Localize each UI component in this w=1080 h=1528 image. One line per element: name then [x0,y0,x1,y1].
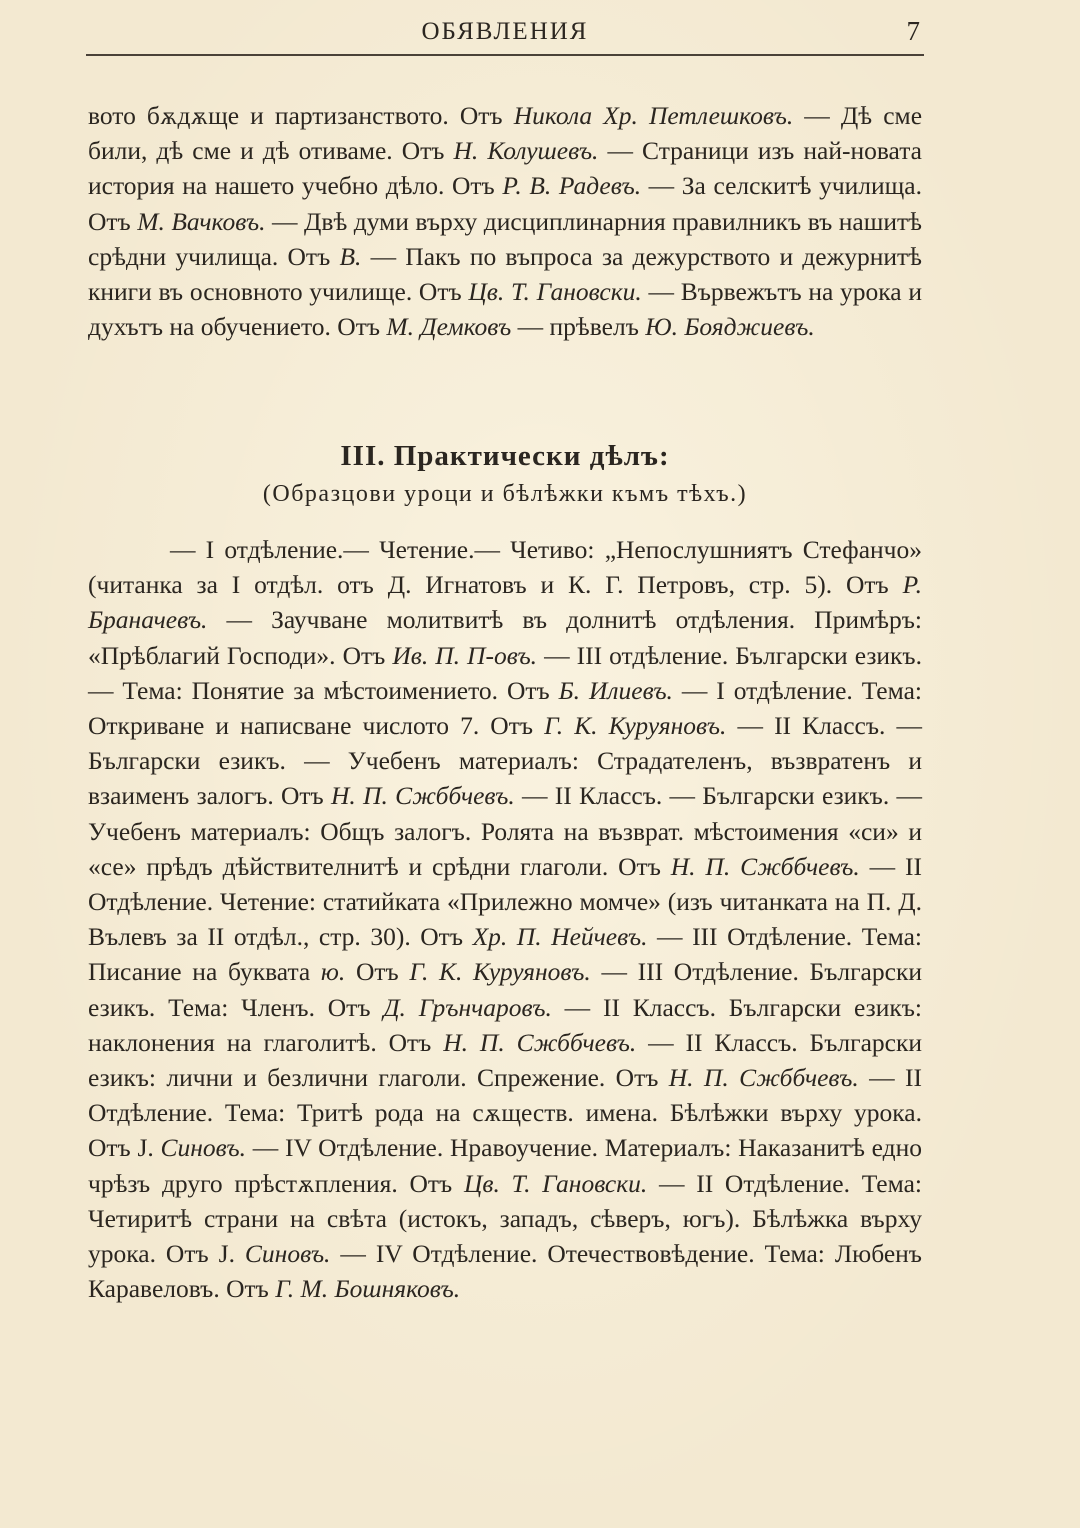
main-text-run: — I отдѣление. Тема: Откриване и написване числото 7. Отъ [88,675,922,741]
intro-author-name: М. Демковъ [386,312,512,342]
main-author-name: ю. [320,957,346,987]
intro-text-run: — Дѣ сме били, дѣ сме и дѣ отиваме. Отъ [88,101,923,166]
main-text-run: — II Классъ. Български езикъ: лични и безлични глаголи. Спрежение. Отъ [88,1027,922,1093]
main-author-name: Г. К. Куруяновъ. [409,957,591,987]
main-text-run: — II Отдѣление. Тема: Четиритѣ страни на свѣта (истокъ, западъ, сѣверъ, югъ). Бѣлѣжка върху урока. Отъ Ј. [88,1168,922,1269]
main-author-name: Н. П. Сжббчевъ. [330,781,515,811]
intro-author-name: В. [339,241,362,271]
main-text-run: — III Отдѣление. Български езикъ. Тема: Членъ. Отъ [88,957,922,1022]
main-text-run: — II Классъ. — Български езикъ. — Учебенъ материалъ: Страдателенъ, възвратенъ и взаименъ залогъ. Отъ [88,711,922,811]
intro-author-name: Р. В. Радевъ. [502,171,642,201]
page-number: 7 [906,16,920,46]
main-author-name: Синовъ. [160,1133,247,1163]
section-subheading: (Образцови уроци и бѣлѣжки къмъ тѣхъ.) [262,481,748,507]
main-author-name: Цв. Т. Гановски. [463,1168,648,1198]
running-title: ОБЯВЛЕНИЯ [421,18,589,45]
intro-author-name: М. Вачковъ. [137,206,266,236]
main-text-run: — Заучване молитвитѣ въ долнитѣ отдѣления. Примѣръ: «Прѣблагий Господи». Отъ [88,605,922,670]
main-text-run: — II Отдѣление. Тема: Тритѣ рода на сѫществ. имена. Бѣлѣжки върху урока. Отъ Ј. [88,1063,922,1163]
main-text-run: — II Классъ. — Български езикъ. — Учебенъ материалъ: Общъ залогъ. Ролята на възврат. мѣстоимения «си» и «се» прѣдъ дѣйствителнитѣ и срѣдни глаголи. Отъ [88,781,922,881]
main-author-name: Хр. П. Нейчевъ. [472,922,648,952]
main-author-name: Н. П. Сжббчевъ. [443,1027,637,1057]
intro-text-run: — Пакъ по въпроса за дежурството и дежурнитѣ книги въ основното училище. Отъ [88,241,922,307]
main-author-name: Д. Грънчаровъ. [383,992,552,1022]
intro-author-name: Цв. Т. Гановски. [468,277,642,307]
intro-text-run: вото бѫдѫще и партизанството. Отъ [88,101,514,130]
main-author-name: Р. Браначевъ. [88,570,922,635]
main-author-name: Г. К. Куруяновъ. [544,711,727,741]
main-text-run: — III Отдѣление. Тема: Писание на буквата [88,922,922,987]
main-author-name: Г. М. Бошняковъ. [275,1274,461,1304]
intro-author-name: Н. Колушевъ. [453,136,599,166]
main-text-run: — IV Отдѣление. Отечествовѣдение. Тема: Любенъ Каравеловъ. Отъ [88,1239,922,1304]
main-text-run: — I отдѣление.— Четение.— Четиво: „Непослушниятъ Стефанчо» (читанка за I отдѣл. отъ Д. Игнатовъ и К. Г. Петровъ, стр. 5). Отъ [88,535,922,600]
intro-text-run: — Двѣ думи върху дисциплинарния правилникъ въ нашитѣ срѣдни училища. Отъ [88,206,923,271]
main-author-name: Б. Илиевъ. [558,675,673,705]
section-heading: III. Практически дѣлъ: [340,440,670,472]
main-author-name: Н. П. Сжббчевъ. [668,1063,859,1093]
intro-text-run: — прѣвелъ [511,312,646,342]
main-text-run: — IV Отдѣление. Нравоучение. Материалъ: Наказанитѣ едно чрѣзъ друго прѣстѫпления. Отъ [88,1133,922,1198]
intro-text-run: — За селскитѣ училища. Отъ [88,171,922,236]
main-paragraph [88,532,922,1306]
running-header [86,14,924,56]
intro-author-name: Никола Хр. Петлешковъ. [513,101,794,130]
main-text-run: — II Классъ. Български езикъ: наклонения на глаголитѣ. Отъ [88,992,922,1057]
intro-paragraph [88,98,922,344]
main-author-name: Н. П. Сжббчевъ. [670,851,860,881]
main-text-run: — III отдѣление. Български езикъ. — Тема: Понятие за мѣстоимението. Отъ [88,640,922,705]
intro-author-name: Ю. Бояджиевъ. [645,312,815,342]
main-author-name: Ив. П. П-овъ. [392,640,538,670]
main-text-run: — II Отдѣление. Четение: статийката «Прилежно момче» (изъ читанката на П. Д. Вълевъ за II отдѣл., стр. 30). Отъ [88,851,923,952]
main-author-name: Синовъ. [244,1239,331,1269]
intro-text-run: — Вървежътъ на урока и духътъ на обучението. Отъ [88,277,922,342]
intro-text-run: — Страници изъ най-новата история на нашето учебно дѣло. Отъ [88,136,922,201]
main-text-run: Отъ [345,957,410,987]
